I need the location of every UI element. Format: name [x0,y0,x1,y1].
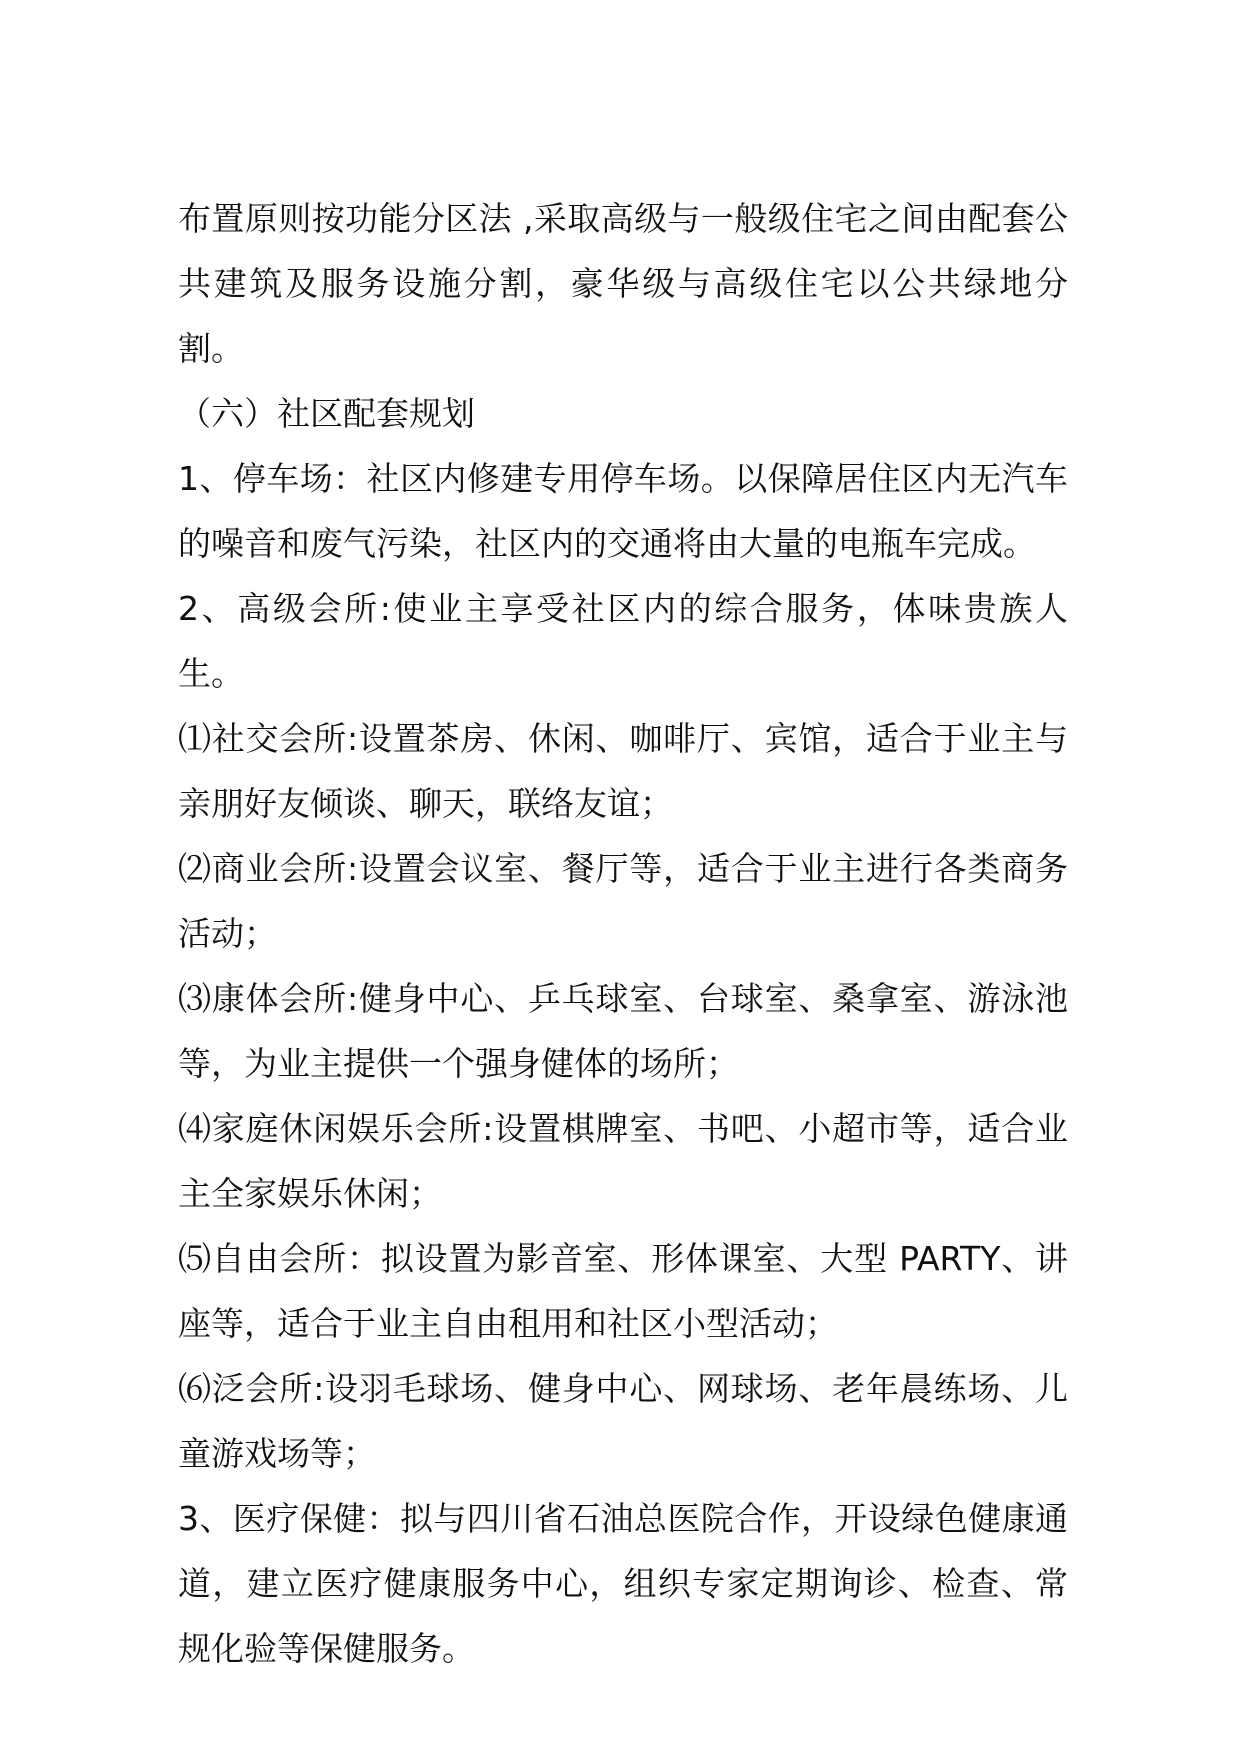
paragraph-healthcare: 3、医疗保健：拟与四川省石油总医院合作，开设绿色健康通道，建立医疗健康服务中心，组织专家定期询诊、检查、常规化验等保健服务。 [178,1499,1068,1668]
paragraph-business-club: ⑵商业会所:设置会议室、餐厅等，适合于业主进行各类商务活动； [178,849,1068,953]
paragraph-general-club: ⑹泛会所:设羽毛球场、健身中心、网球场、老年晨练场、儿童游戏场等； [178,1369,1068,1473]
paragraph-parking: 1、停车场：社区内修建专用停车场。以保障居住区内无汽车的噪音和废气污染，社区内的交通将由大量的电瓶车完成。 [178,459,1068,563]
paragraph-clubhouse: 2、高级会所:使业主享受社区内的综合服务，体味贵族人生。 [178,589,1068,693]
paragraph-social-club: ⑴社交会所:设置茶房、休闲、咖啡厅、宾馆，适合于业主与亲朋好友倾谈、聊天，联络友谊； [178,719,1068,823]
paragraph-free-club: ⑸自由会所：拟设置为影音室、形体课室、大型 PARTY、讲座等，适合于业主自由租用和社区小型活动； [178,1239,1068,1343]
section-heading-community-facilities: （六）社区配套规划 [178,394,475,433]
document-body [178,186,1068,1681]
paragraph-family-club: ⑷家庭休闲娱乐会所:设置棋牌室、书吧、小超市等，适合业主全家娱乐休闲； [178,1109,1068,1213]
paragraph-zoning-principle: 布置原则按功能分区法 ,采取高级与一般级住宅之间由配套公共建筑及服务设施分割，豪华级与高级住宅以公共绿地分割。 [178,199,1068,368]
paragraph-fitness-club: ⑶康体会所:健身中心、乒乓球室、台球室、桑拿室、游泳池等，为业主提供一个强身健体的场所； [178,979,1068,1083]
